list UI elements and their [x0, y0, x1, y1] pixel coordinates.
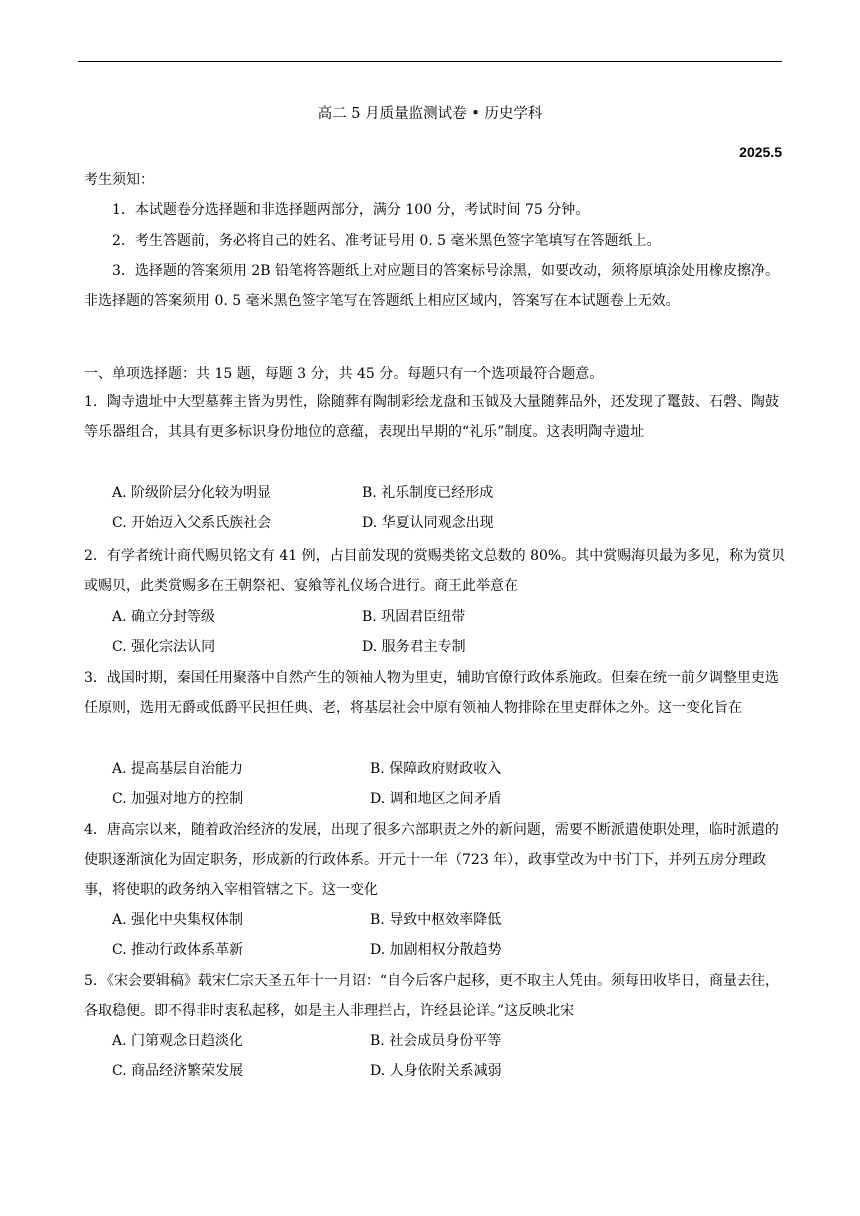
question-4-options	[112, 905, 672, 965]
question-1-option-d[interactable]: D. 华夏认同观念出现	[362, 515, 494, 531]
question-3-option-b[interactable]: B. 保障政府财政收入	[370, 761, 502, 777]
question-4-option-b[interactable]: B. 导致中枢效率降低	[370, 912, 502, 928]
question-4-option-d[interactable]: D. 加剧相权分散趋势	[370, 942, 502, 958]
question-4-option-c[interactable]: C. 推动行政体系革新	[112, 942, 244, 958]
notice-item-1: 1．本试题卷分选择题和非选择题两部分，满分 100 分，考试时间 75 分钟。	[112, 202, 590, 218]
exam-date: 2025.5	[739, 144, 782, 160]
question-5-options	[112, 1026, 672, 1086]
question-2-option-c[interactable]: C. 强化宗法认同	[112, 639, 216, 655]
question-3-option-a[interactable]: A. 提高基层自治能力	[112, 761, 244, 777]
question-5-option-c[interactable]: C. 商品经济繁荣发展	[112, 1063, 244, 1079]
question-1-option-a[interactable]: A. 阶级阶层分化较为明显	[112, 485, 272, 501]
question-3-option-c[interactable]: C. 加强对地方的控制	[112, 791, 244, 807]
question-2-option-d[interactable]: D. 服务君主专制	[362, 639, 466, 655]
notice-item-3: 3．选择题的答案须用 2B 铅笔将答题纸上对应题目的答案标号涂黑，如要改动，须将原填涂处用橡皮擦净。非选择题的答案须用 0. 5 毫米黑色签字笔写在答题纸上相应区域内，答案写在本试题卷上无效。	[84, 263, 780, 309]
question-5-option-d[interactable]: D. 人身依附关系减弱	[370, 1063, 502, 1079]
question-5-option-b[interactable]: B. 社会成员身份平等	[370, 1033, 502, 1049]
question-2-option-a[interactable]: A. 确立分封等级	[112, 609, 216, 625]
question-3-option-d[interactable]: D. 调和地区之间矛盾	[370, 791, 502, 807]
question-5-stem: 5．《宋会要辑稿》载宋仁宗天圣五年十一月诏：“自今后客户起移，更不取主人凭由。须每田收毕日，商量去往，各取稳便。即不得非时衷私起移，如是主人非理拦占，许经县论详。”这反映北宋	[84, 973, 780, 1019]
exam-title: 高二 5 月质量监测试卷 • 历史学科	[317, 106, 543, 122]
question-4-option-a[interactable]: A. 强化中央集权体制	[112, 912, 244, 928]
question-3-options	[112, 754, 672, 814]
question-1-options	[112, 478, 672, 538]
question-3-stem: 3．战国时期，秦国任用聚落中自然产生的领袖人物为里吏，辅助官僚行政体系施政。但秦在统一前夕调整里吏选任原则，选用无爵或低爵平民担任典、老，将基层社会中原有领袖人物排除在里吏群体之外。这一变化旨在	[84, 670, 779, 716]
notice-item-2: 2．考生答题前，务必将自己的姓名、准考证号用 0. 5 毫米黑色签字笔填写在答题纸上。	[112, 233, 661, 249]
section-title: 一、单项选择题：共 15 题，每题 3 分，共 45 分。每题只有一个选项最符合题意。	[84, 366, 604, 382]
question-5-option-a[interactable]: A. 门第观念日趋淡化	[112, 1033, 244, 1049]
question-2-option-b[interactable]: B. 巩固君臣纽带	[362, 609, 466, 625]
question-2-options	[112, 602, 672, 662]
question-1-option-c[interactable]: C. 开始迈入父系氏族社会	[112, 515, 272, 531]
question-4-stem: 4．唐高宗以来，随着政治经济的发展，出现了很多六部职责之外的新问题，需要不断派遣使职处理，临时派遣的使职逐渐演化为固定职务，形成新的行政体系。开元十一年（723 年），政事堂改为中书门下，并列五房分理政事，将使职的政务纳入宰相管辖之下。这一变化	[84, 822, 779, 898]
question-1-stem: 1．陶寺遗址中大型墓葬主皆为男性，除随葬有陶制彩绘龙盘和玉钺及大量随葬品外，还发现了鼍鼓、石磬、陶鼓等乐器组合，其具有更多标识身份地位的意蕴，表现出早期的“礼乐”制度。这表明陶寺遗址	[84, 394, 779, 440]
header-rule	[78, 61, 782, 62]
question-2-stem: 2．有学者统计商代赐贝铭文有 41 例，占目前发现的赏赐类铭文总数的 80%。其中赏赐海贝最为多见，称为赏贝或赐贝，此类赏赐多在王朝祭祀、宴飨等礼仪场合进行。商王此举意在	[84, 548, 786, 594]
notice-heading: 考生须知：	[84, 172, 154, 188]
question-1-option-b[interactable]: B. 礼乐制度已经形成	[362, 485, 494, 501]
